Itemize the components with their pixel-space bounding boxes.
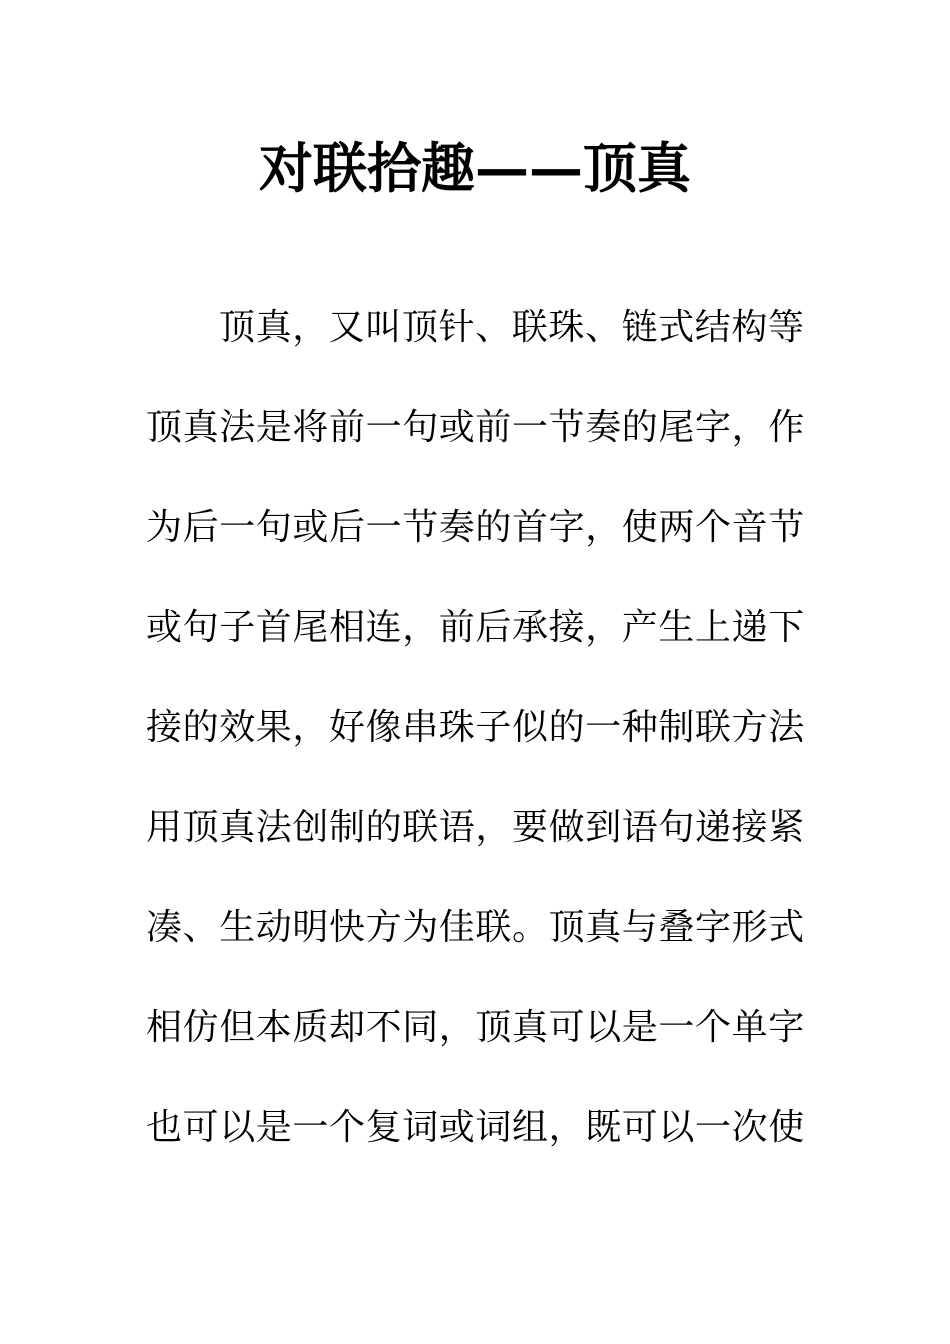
body-line: 或句子首尾相连，前后承接，产生上递下 — [146, 607, 805, 648]
document-title: 对联拾趣——顶真 — [259, 136, 691, 200]
body-line: 顶真法是将前一句或前一节奏的尾字，作 — [146, 407, 805, 448]
body-line: 也可以是一个复词或词组，既可以一次使 — [146, 1107, 805, 1148]
body-line: 相仿但本质却不同，顶真可以是一个单字 — [146, 1007, 805, 1048]
body-line: 接的效果，好像串珠子似的一种制联方法 — [146, 707, 805, 748]
body-line: 凑、生动明快方为佳联。顶真与叠字形式 — [146, 907, 805, 948]
document-body — [146, 296, 806, 1196]
body-line: 顶真，又叫顶针、联珠、链式结构等 — [219, 307, 805, 348]
body-line: 用顶真法创制的联语，要做到语句递接紧 — [146, 807, 805, 848]
body-line: 为后一句或后一节奏的首字，使两个音节 — [146, 507, 805, 548]
